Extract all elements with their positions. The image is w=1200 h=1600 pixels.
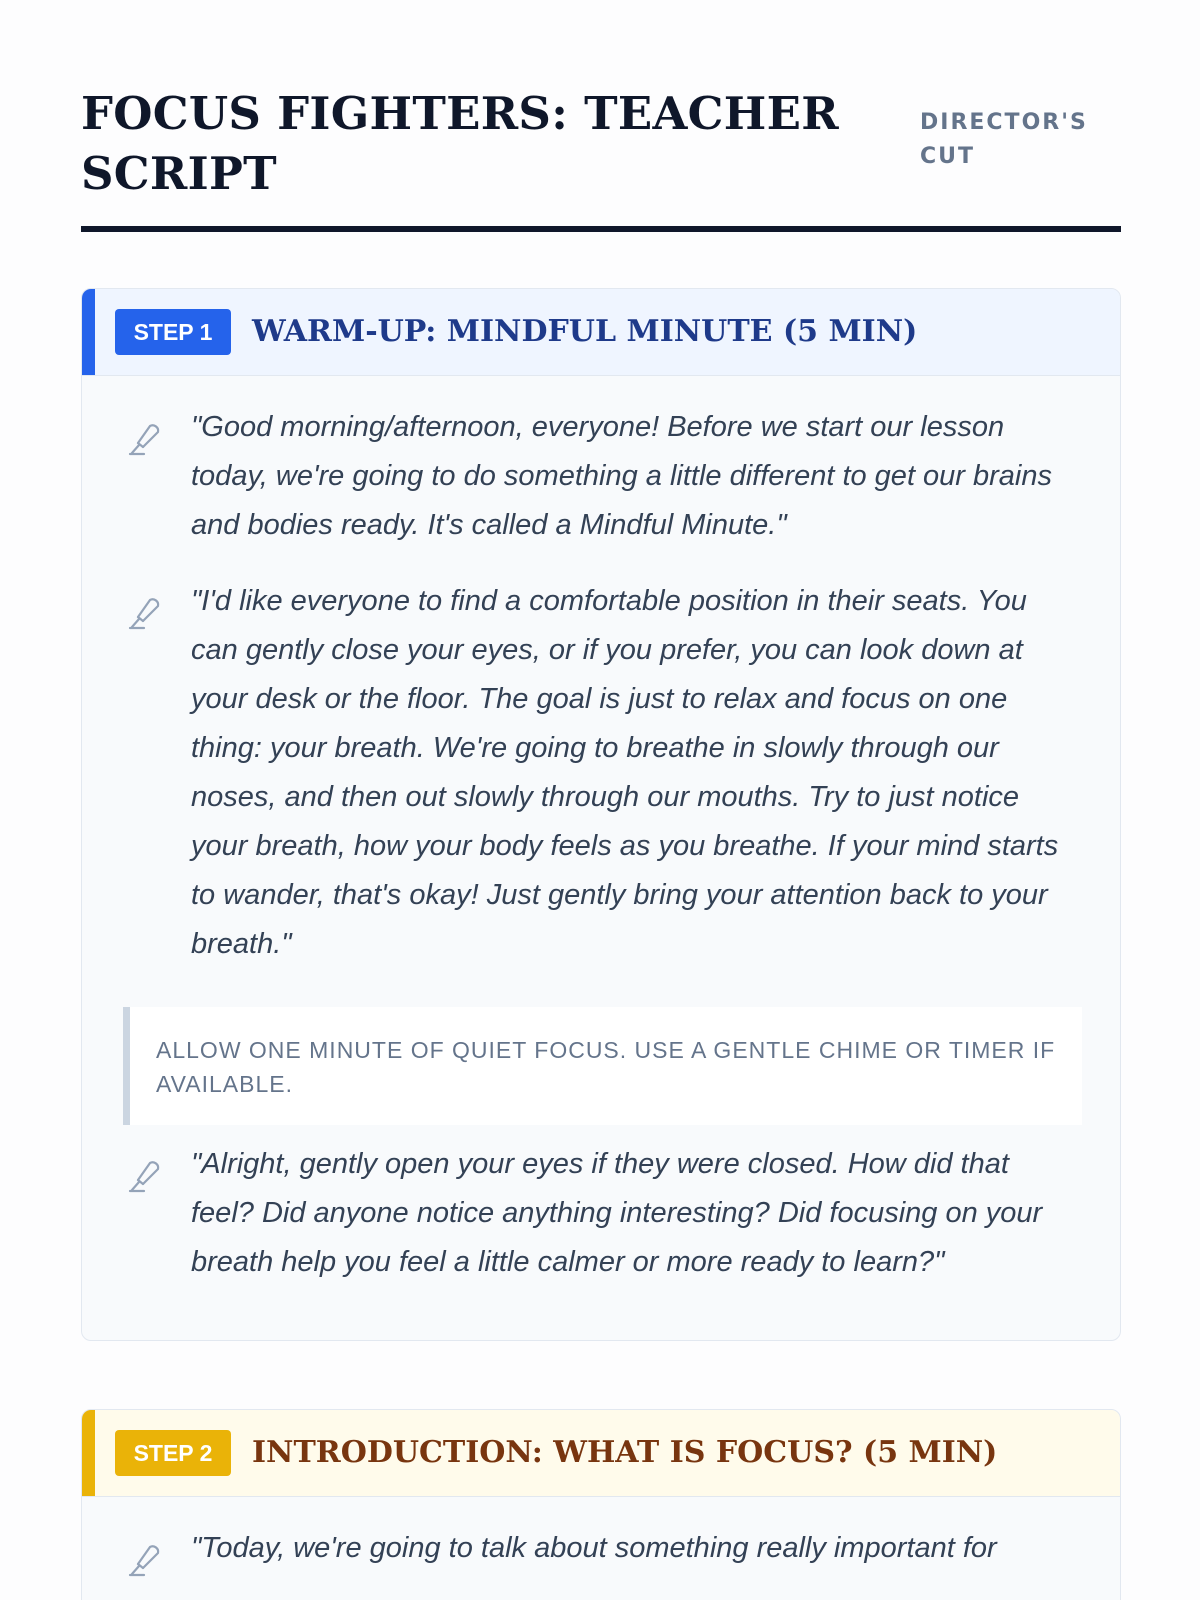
step-2-card: [81, 1409, 1121, 1600]
directors-cut-label: DIRECTOR'S CUT: [920, 110, 1088, 169]
script-line-text: "I'd like everyone to find a comfortable position in their seats. You can gently close your eyes, or if you prefer, you can look down at your desk or the floor. The goal is just to relax and focus on one thing: your breath. We're going to breathe in slowly through our noses, and then out slowly through our mouths. Try to just notice your breath, how your body feels as you breathe. If your mind starts to wander, that's okay! Just gently bring your attention back to your breath.": [191, 585, 1059, 960]
microphone-icon: [127, 592, 161, 630]
step-1-header: [82, 289, 1120, 376]
step-2-title: INTRODUCTION: WHAT IS FOCUS? (5 MIN): [252, 1435, 998, 1470]
document-header: [81, 80, 1121, 232]
step-1-tag: STEP 1: [115, 309, 231, 355]
script-line-text: "Alright, gently open your eyes if they were closed. How did that feel? Did anyone notice anything interesting? Did focusing on your breath help you feel a little calmer or more ready to learn?": [191, 1148, 1043, 1278]
document-title: FOCUS FIGHTERS: TEACHER SCRIPT: [81, 87, 839, 200]
script-line-text: "Today, we're going to talk about something really important for: [191, 1532, 997, 1564]
script-line-text: "Good morning/afternoon, everyone! Before we start our lesson today, we're going to do something a little different to get our brains and bodies ready. It's called a Mindful Minute.": [191, 411, 1053, 541]
step-1-card: [81, 288, 1121, 1341]
microphone-icon: [127, 418, 161, 456]
step-2-tag: STEP 2: [115, 1430, 231, 1476]
stage-direction: [123, 1007, 1082, 1125]
microphone-icon: [127, 1539, 161, 1577]
step-1-accent-bar: [82, 289, 95, 375]
stage-direction-text: ALLOW ONE MINUTE OF QUIET FOCUS. USE A GENTLE CHIME OR TIMER IF AVAILABLE.: [156, 1037, 1056, 1097]
step-2-accent-bar: [82, 1410, 95, 1496]
step-2-header: [82, 1410, 1120, 1497]
microphone-icon: [127, 1155, 161, 1193]
step-1-title: WARM-UP: MINDFUL MINUTE (5 MIN): [252, 314, 918, 349]
